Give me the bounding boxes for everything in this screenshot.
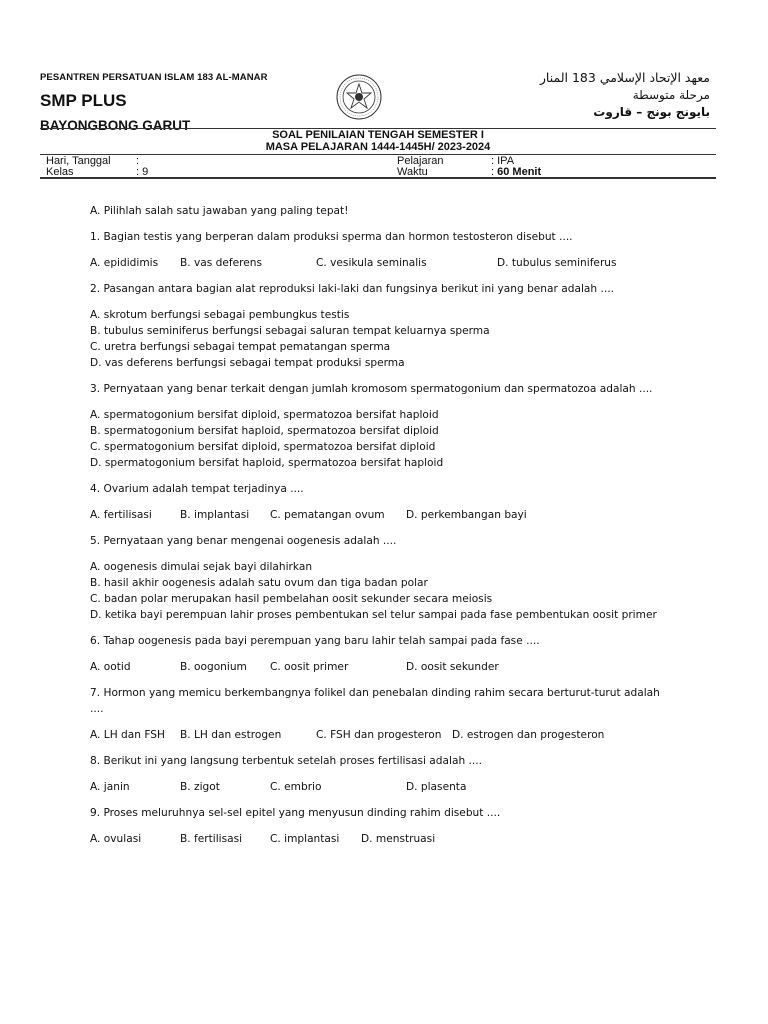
question-7-options <box>90 727 670 743</box>
school-header-left <box>40 72 340 133</box>
option-d: D. vas deferens berfungsi sebagai tempat produksi sperma <box>90 357 405 369</box>
arabic-city: بايونج بونج – قاروت <box>593 105 710 119</box>
option-d: D. perkembangan bayi <box>406 509 527 521</box>
option-c: C. uretra berfungsi sebagai tempat pematangan sperma <box>90 341 391 353</box>
school-header-arabic <box>450 70 710 119</box>
option-c: C. pematangan ovum <box>270 509 385 521</box>
question-6-options <box>90 659 670 675</box>
question-8-options <box>90 779 670 795</box>
question-7: 7. Hormon yang memicu berkembangnya folikel dan penebalan dinding rahim secara berturut-turut adalah .... <box>90 687 660 715</box>
subject-value: : IPA <box>491 155 515 167</box>
option-d: D. menstruasi <box>361 833 436 845</box>
option-c: C. badan polar merupakan hasil pembelahan oosit sekunder secara meiosis <box>90 593 493 605</box>
option-c: C. implantasi <box>270 833 340 845</box>
time-label: Waktu <box>397 166 428 178</box>
question-6: 6. Tahap oogenesis pada bayi perempuan yang baru lahir telah sampai pada fase .... <box>90 635 540 647</box>
subject-label: Pelajaran <box>397 155 444 167</box>
time-value-prefix: : <box>491 166 498 178</box>
option-a: A. oogenesis dimulai sejak bayi dilahirkan <box>90 561 313 573</box>
question-8: 8. Berikut ini yang langsung terbentuk setelah proses fertilisasi adalah .... <box>90 755 483 767</box>
question-4: 4. Ovarium adalah tempat terjadinya .... <box>90 483 304 495</box>
school-level: SMP PLUS <box>40 91 127 110</box>
school-seal-logo-icon <box>336 74 382 120</box>
school-city: BAYONGBONG GARUT <box>40 118 191 133</box>
day-label: Hari, Tanggal <box>46 155 111 167</box>
school-name: PESANTREN PERSATUAN ISLAM 183 AL-MANAR <box>40 72 268 83</box>
class-label: Kelas <box>46 166 74 178</box>
option-d: D. estrogen dan progesteron <box>452 729 605 741</box>
option-b: B. fertilisasi <box>180 833 243 845</box>
question-1-options <box>90 255 670 271</box>
time-value-text: 60 Menit <box>497 166 542 178</box>
option-b: B. LH dan estrogen <box>180 729 282 741</box>
option-d: D. plasenta <box>406 781 467 793</box>
option-d: D. ketika bayi perempuan lahir proses pembentukan sel telur sampai pada fase pembentukan oosit primer <box>90 609 657 621</box>
class-value: : 9 <box>136 166 149 178</box>
arabic-school-level: مرحلة متوسطة <box>632 88 710 102</box>
question-3: 3. Pernyataan yang benar terkait dengan jumlah kromosom spermatogonium dan spermatozoa adalah .... <box>90 383 653 395</box>
option-b: B. hasil akhir oogenesis adalah satu ovum dan tiga badan polar <box>90 577 428 589</box>
option-c: C. spermatogonium bersifat diploid, spermatozoa bersifat diploid <box>90 441 436 453</box>
question-3-options <box>90 407 670 471</box>
question-1: 1. Bagian testis yang berperan dalam produksi sperma dan hormon testosteron disebut .... <box>90 231 573 243</box>
option-d: D. spermatogonium bersifat haploid, spermatozoa bersifat haploid <box>90 457 444 469</box>
option-b: B. zigot <box>180 781 220 793</box>
option-a: A. spermatogonium bersifat diploid, spermatozoa bersifat haploid <box>90 409 439 421</box>
question-list <box>90 203 670 857</box>
question-9: 9. Proses meluruhnya sel-sel epitel yang menyusun dinding rahim disebut .... <box>90 807 501 819</box>
option-a: A. fertilisasi <box>90 509 152 521</box>
option-b: B. vas deferens <box>180 257 263 269</box>
instruction: A. Pilihlah salah satu jawaban yang paling tepat! <box>90 205 349 217</box>
info-divider <box>40 177 716 179</box>
option-b: B. spermatogonium bersifat haploid, spermatozoa bersifat diploid <box>90 425 439 437</box>
option-a: A. ovulasi <box>90 833 142 845</box>
question-9-options <box>90 831 670 847</box>
option-c: C. oosit primer <box>270 661 349 673</box>
question-2: 2. Pasangan antara bagian alat reproduksi laki-laki dan fungsinya berikut ini yang benar adalah .... <box>90 283 614 295</box>
arabic-school-name: معهد الإتحاد الإسلامي 183 المنار <box>539 70 710 85</box>
question-5: 5. Pernyataan yang benar mengenai oogenesis adalah .... <box>90 535 397 547</box>
title-divider <box>40 154 716 155</box>
option-a: A. janin <box>90 781 130 793</box>
option-b: B. tubulus seminiferus berfungsi sebagai saluran tempat keluarnya sperma <box>90 325 490 337</box>
option-a: A. skrotum berfungsi sebagai pembungkus testis <box>90 309 350 321</box>
option-d: D. tubulus seminiferus <box>497 257 617 269</box>
question-4-options <box>90 507 670 523</box>
option-c: C. vesikula seminalis <box>316 257 427 269</box>
option-b: B. implantasi <box>180 509 250 521</box>
exam-period: MASA PELAJARAN 1444-1445H/ 2023-2024 <box>265 141 491 153</box>
option-a: A. ootid <box>90 661 131 673</box>
option-a: A. epididimis <box>90 257 159 269</box>
exam-title: SOAL PENILAIAN TENGAH SEMESTER I <box>272 129 484 141</box>
question-2-options <box>90 307 670 371</box>
option-c: C. FSH dan progesteron <box>316 729 442 741</box>
option-c: C. embrio <box>270 781 322 793</box>
option-a: A. LH dan FSH <box>90 729 165 741</box>
option-d: D. oosit sekunder <box>406 661 499 673</box>
option-b: B. oogonium <box>180 661 247 673</box>
day-value: : <box>136 155 140 167</box>
question-5-options <box>90 559 670 623</box>
